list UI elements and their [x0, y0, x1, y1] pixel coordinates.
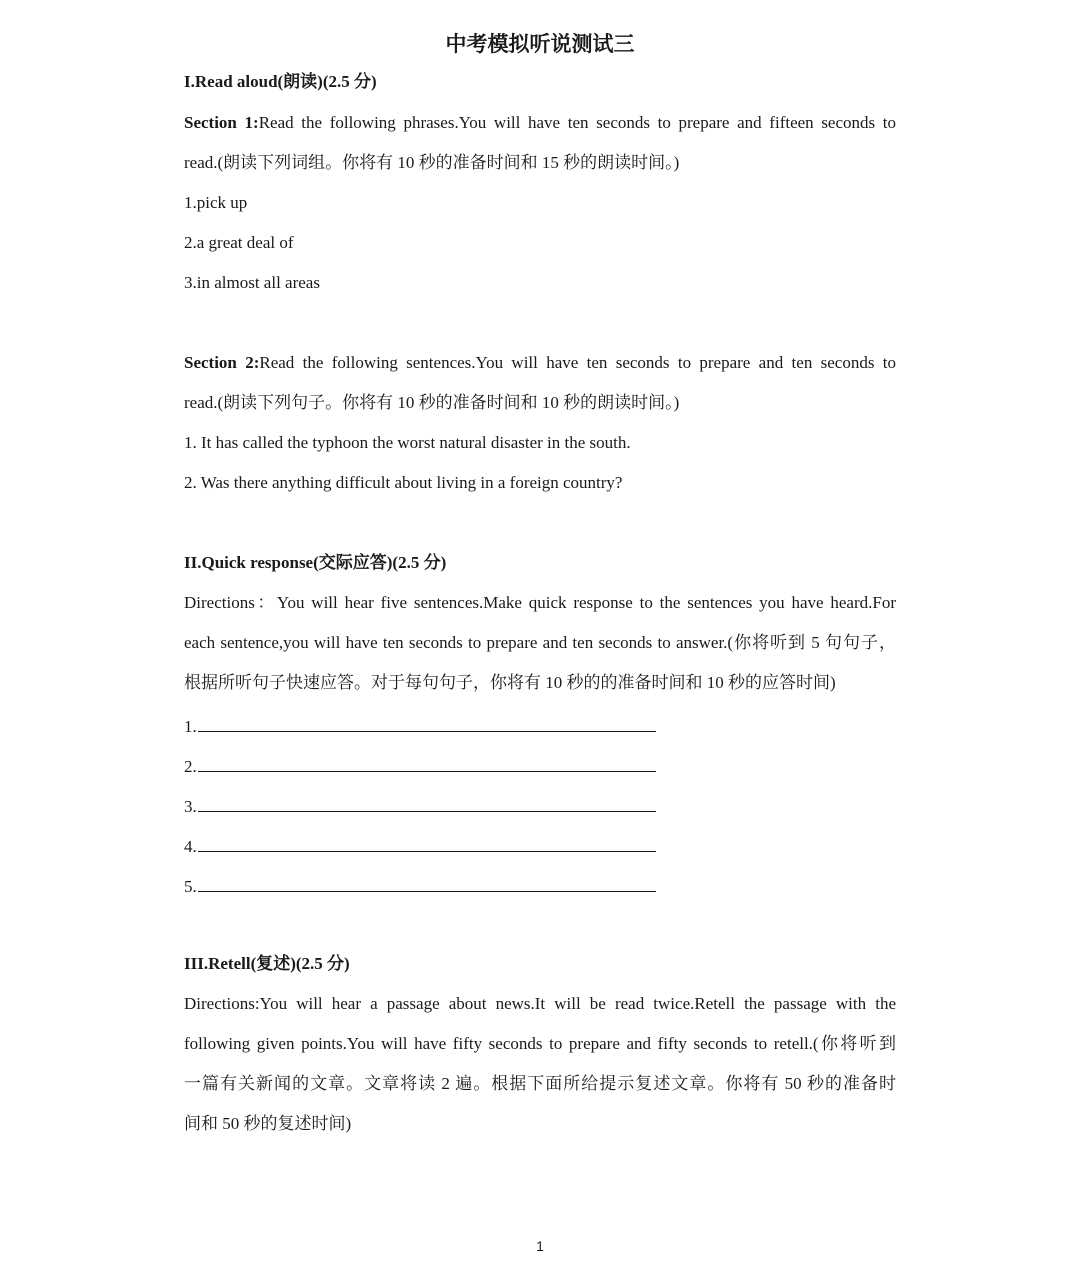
- answer-number: 1.: [184, 717, 197, 736]
- part2-heading: II.Quick response(交际应答)(2.5 分): [184, 553, 447, 572]
- section1-text-line1: Read the following phrases.You will have ten seconds to prepare and fifteen seconds to: [258, 113, 897, 132]
- phrase-item: 2.a great deal of: [184, 233, 294, 252]
- answer-blank[interactable]: [198, 791, 656, 812]
- sentence-item: 2. Was there anything difficult about living in a foreign country?: [184, 473, 623, 492]
- section1-instruction: [184, 111, 896, 135]
- part2-directions-line1: Directions：You will hear five sentences.Make quick response to the sentences you have heard.For: [184, 593, 896, 612]
- section1-text-line2: read.(朗读下列词组。你将有 10 秒的准备时间和 15 秒的朗读时间。): [184, 153, 680, 172]
- part3-directions-line1: Directions:You will hear a passage about news.It will be read twice.Retell the passage with the: [184, 994, 896, 1013]
- part1-heading: I.Read aloud(朗读)(2.5 分): [184, 72, 377, 91]
- answer-number: 2.: [184, 757, 197, 776]
- sentence-item: 1. It has called the typhoon the worst natural disaster in the south.: [184, 433, 631, 452]
- answer-line: [184, 711, 656, 739]
- section2-text-line2: read.(朗读下列句子。你将有 10 秒的准备时间和 10 秒的朗读时间。): [184, 393, 680, 412]
- phrase-item: 1.pick up: [184, 193, 248, 212]
- section1-label: Section 1:: [184, 113, 259, 132]
- part3-directions-line2: following given points.You will have fifty seconds to prepare and fifty seconds to retell.(你将听到: [184, 1034, 896, 1053]
- part2-directions-line2: each sentence,you will have ten seconds to prepare and ten seconds to answer.(你将听到 5 句句子，: [184, 633, 896, 652]
- answer-blank[interactable]: [198, 751, 656, 772]
- section2-text-line1: Read the following sentences.You will have ten seconds to prepare and ten seconds to: [259, 353, 897, 372]
- section2-label: Section 2:: [184, 353, 260, 372]
- answer-blank[interactable]: [198, 711, 656, 732]
- answer-blank[interactable]: [198, 831, 656, 852]
- answer-line: [184, 751, 656, 779]
- part3-directions-line3: 一篇有关新闻的文章。文章将读 2 遍。根据下面所给提示复述文章。你将有 50 秒的准备时: [184, 1074, 896, 1093]
- phrase-item: 3.in almost all areas: [184, 273, 320, 292]
- part2-directions-line3: 根据所听句子快速应答。对于每句句子，你将有 10 秒的的准备时间和 10 秒的应答时间): [184, 673, 836, 692]
- page-title: 中考模拟听说测试三: [445, 32, 635, 56]
- section2-instruction: [184, 351, 896, 375]
- answer-number: 4.: [184, 837, 197, 856]
- answer-line: [184, 831, 656, 859]
- page-number: 1: [536, 1238, 544, 1254]
- answer-blank[interactable]: [198, 871, 656, 892]
- part3-heading: III.Retell(复述)(2.5 分): [184, 954, 350, 973]
- answer-number: 3.: [184, 797, 197, 816]
- answer-line: [184, 791, 656, 819]
- answer-number: 5.: [184, 877, 197, 896]
- part3-directions-line4: 间和 50 秒的复述时间): [184, 1114, 352, 1133]
- answer-line: [184, 871, 656, 899]
